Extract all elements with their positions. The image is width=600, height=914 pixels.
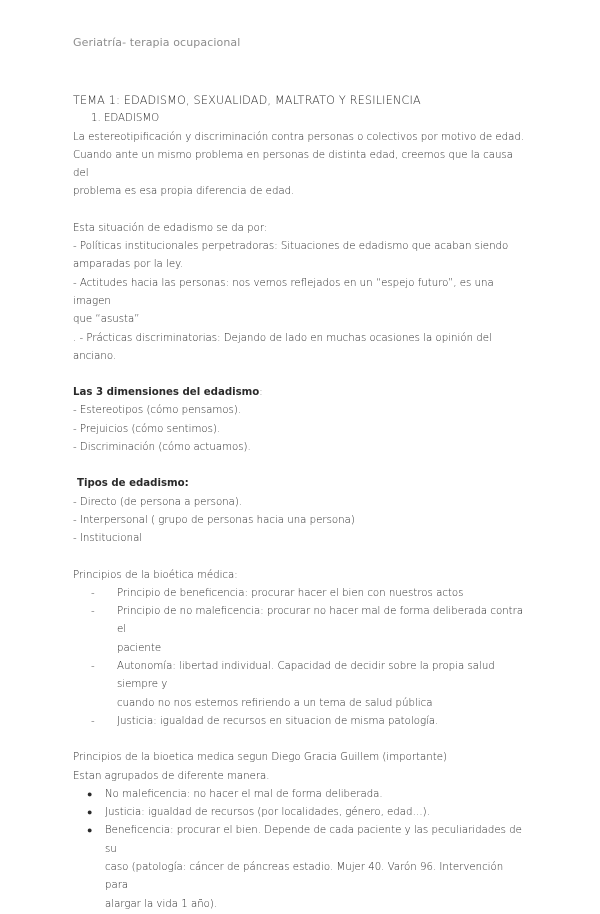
bioethics-item bbox=[73, 585, 528, 603]
gracia-heading: Principios de la bioetica medica segun Diego Gracia Guillem (importante) bbox=[73, 752, 447, 764]
gracia-item bbox=[73, 822, 528, 913]
bioethics-item-line: Justicia: igualdad de recursos en situacion de misma patología. bbox=[117, 715, 439, 727]
bioethics-item bbox=[73, 603, 528, 658]
dimensions-heading bbox=[73, 384, 528, 402]
bullet-icon: ● bbox=[87, 808, 93, 819]
dimension-item: - Prejuicios (cómo sentimos). bbox=[73, 423, 221, 435]
dimension-item: - Estereotipos (cómo pensamos). bbox=[73, 405, 242, 417]
bioethics-heading: Principios de la bioética médica: bbox=[73, 569, 238, 581]
intro-line: La estereotipificación y discriminación contra personas o colectivos por motivo de edad. bbox=[73, 131, 525, 143]
type-item: - Interpersonal ( grupo de personas hacia una persona) bbox=[73, 514, 355, 526]
document-body bbox=[73, 92, 528, 914]
gracia-item bbox=[73, 804, 528, 822]
bullet-icon: ● bbox=[87, 826, 93, 837]
types-heading: Tipos de edadismo: bbox=[77, 478, 189, 490]
bioethics-item bbox=[73, 658, 528, 713]
bioethics-section bbox=[73, 567, 528, 732]
gracia-subheading: Estan agrupados de diferente manera. bbox=[73, 770, 270, 782]
gracia-item bbox=[73, 786, 528, 804]
bioethics-item bbox=[73, 713, 528, 731]
situation-line: amparadas por la ley. bbox=[73, 259, 183, 271]
type-item: - Institucional bbox=[73, 533, 143, 545]
bioethics-item-line: Principio de beneficencia: procurar hacer el bien con nuestros actos bbox=[117, 587, 464, 599]
situation-line: . - Prácticas discriminatorias: Dejando de lado en muchas ocasiones la opinión del anciano. bbox=[73, 332, 492, 362]
dash-marker: - bbox=[91, 661, 95, 673]
gracia-item-line: Justicia: igualdad de recursos (por localidades, género, edad…). bbox=[105, 807, 430, 819]
bioethics-item-line: Autonomía: libertad individual. Capacidad de decidir sobre la propia salud siempre y bbox=[117, 661, 495, 691]
section-title: TEMA 1: EDADISMO, SEXUALIDAD, MALTRATO Y RESILIENCIA bbox=[73, 94, 421, 107]
dimensions-heading-text: Las 3 dimensiones del edadismo bbox=[73, 387, 260, 399]
types-section bbox=[73, 475, 528, 548]
intro-paragraph bbox=[73, 129, 528, 202]
bullet-icon: ● bbox=[87, 789, 93, 800]
subsection-title: 1. EDADISMO bbox=[91, 113, 160, 125]
dimensions-heading-colon: : bbox=[259, 387, 263, 399]
dash-marker: - bbox=[91, 606, 95, 618]
bioethics-item-line: Principio de no maleficencia: procurar no hacer mal de forma deliberada contra el bbox=[117, 606, 524, 636]
type-item: - Directo (de persona a persona). bbox=[73, 496, 243, 508]
situation-line: - Políticas institucionales perpetradoras: Situaciones de edadismo que acaban siendo bbox=[73, 241, 509, 253]
situation-line: que “asusta” bbox=[73, 314, 140, 326]
dimensions-section bbox=[73, 384, 528, 457]
dash-marker: - bbox=[91, 715, 95, 727]
intro-line: problema es esa propia diferencia de edad. bbox=[73, 186, 295, 198]
situation-line: - Actitudes hacia las personas: nos vemos reflejados en un “espejo futuro”, es una imagen bbox=[73, 277, 494, 307]
gracia-item-line: caso (patología: cáncer de páncreas estadio. Mujer 40. Varón 96. Intervención para bbox=[105, 861, 504, 892]
situation-section bbox=[73, 220, 528, 366]
gracia-section bbox=[73, 749, 528, 914]
situation-heading: Esta situación de edadismo se da por: bbox=[73, 222, 268, 234]
gracia-item-line: alargar la vida 1 año). bbox=[105, 898, 218, 910]
intro-line: Cuando ante un mismo problema en personas de distinta edad, creemos que la causa del bbox=[73, 149, 513, 180]
gracia-item-line: No maleficencia: no hacer el mal de forma deliberada. bbox=[105, 788, 383, 800]
dimension-item: - Discriminación (cómo actuamos). bbox=[73, 442, 251, 454]
bioethics-item-line: paciente bbox=[117, 642, 162, 654]
page-header: Geriatría- terapia ocupacional bbox=[73, 36, 241, 49]
dash-marker: - bbox=[91, 587, 95, 599]
bioethics-item-line: cuando no nos estemos refiriendo a un tema de salud pública bbox=[117, 697, 433, 709]
gracia-item-line: Beneficencia: procurar el bien. Depende de cada paciente y las peculiaridades de su bbox=[105, 825, 522, 855]
